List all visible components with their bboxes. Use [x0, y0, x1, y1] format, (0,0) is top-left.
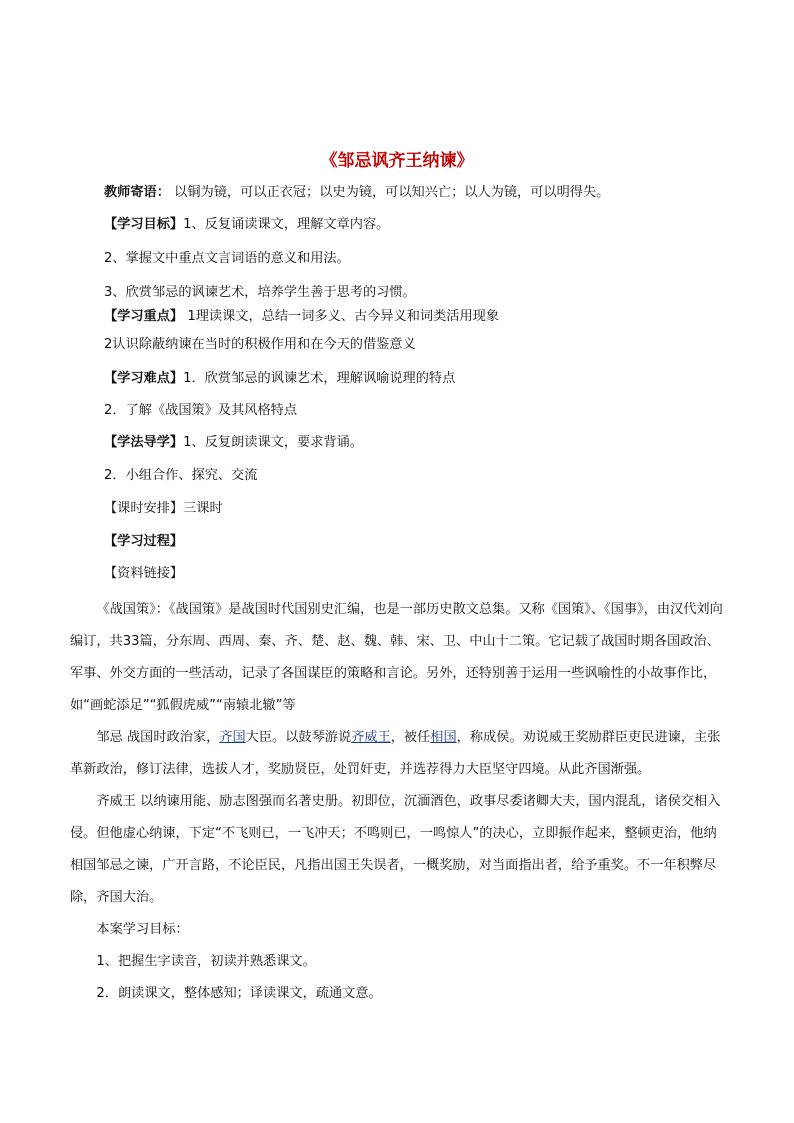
plan-item-1: 1、把握生字读音，初读并熟悉课文。 [96, 954, 316, 969]
zouji-paragraph [70, 722, 726, 786]
focus-label: 【学习重点】 [104, 309, 184, 324]
zouji-text-1: 邹忌 战国时政治家， [96, 730, 220, 745]
qiweiwang-paragraph: 齐威王 以纳谏用能、励志图强而名著史册。初即位，沉湎酒色，政事尽委诸卿大夫，国内混乱，诸侯交相入侵。但他虚心纳谏，下定“不飞则已，一飞冲天；不鸣则已，一鸣惊人”的决心，立即振作起来，整顿吏治，他纳相国邹忌之谏，广开言路，不论臣民，凡指出国王失误者，一概奖励，对当面指出者，给予重奖。不一年积弊尽除，齐国大治。 [70, 794, 721, 905]
teacher-quote-label: 教师寄语： [104, 185, 170, 200]
goals-item-2: 2、掌握文中重点文言词语的意义和用法。 [104, 251, 350, 266]
zouji-text-2: 大臣。以鼓琴游说 [245, 730, 352, 745]
method-item-2: 2．小组合作、探究、交流 [104, 468, 258, 483]
plan-label: 本案学习目标： [96, 922, 189, 937]
schedule-line [104, 500, 223, 518]
method-label: 【学法导学】 [104, 435, 184, 450]
plan-item-2: 2．朗读课文，整体感知；译读课文，疏通文意。 [96, 986, 382, 1001]
goals-item-3: 3、欣赏邹忌的讽谏艺术，培养学生善于思考的习惯。 [104, 285, 416, 300]
goals-label: 【学习目标】 [104, 217, 184, 232]
teacher-quote [104, 184, 609, 202]
zouji-text-4: ，称成侯。劝说威王奖励群臣吏民进谏，主张革新政治，修订法律，选拔人才，奖励贤臣，处罚奸吏，并选荐得力大臣坚守四境。从此齐国渐强。 [70, 730, 721, 777]
schedule-text: 三课时 [183, 501, 223, 516]
difficulty-item-1: 1．欣赏邹忌的讽谏艺术，理解讽喻说理的特点 [183, 371, 456, 386]
difficulty-label: 【学习难点】 [104, 371, 184, 386]
difficulty-item-2: 2．了解《战国策》及其风格特点 [104, 403, 298, 418]
goals-item-1: 1、反复诵读课文，理解文章内容。 [183, 217, 390, 232]
difficulty-line-1 [104, 370, 455, 388]
method-item-1: 1、反复朗读课文，要求背诵。 [183, 435, 363, 450]
goals-line-1 [104, 216, 389, 234]
zouji-text-3: ，被任 [390, 730, 431, 745]
resource-paragraphs [70, 594, 726, 1010]
schedule-label: 【课时安排】 [104, 501, 184, 516]
process-label: 【学习过程】 [104, 534, 184, 549]
focus-item-2: 2认识除蔽纳谏在当时的积极作用和在今天的借鉴意义 [104, 337, 416, 352]
focus-item-1: 1理读课文，总结一词多义、古今异义和词类活用现象 [183, 309, 500, 324]
focus-line-1 [104, 308, 499, 326]
document-title: 《邹忌讽齐王纳谏》 [320, 151, 474, 171]
link-qiweiwang[interactable]: 齐威王 [351, 730, 391, 745]
resource-label: 【资料链接】 [104, 566, 184, 581]
teacher-quote-text: 以铜为镜，可以正衣冠；以史为镜，可以知兴亡；以人为镜，可以明得失。 [169, 185, 610, 200]
zhanguoce-paragraph: 《战国策》：《战国策》是战国时代国别史汇编，也是一部历史散文总集。又称《国策》、《国事》，由汉代刘向编订，共33篇，分东周、西周、秦、齐、楚、赵、魏、韩、宋、卫、中山十二策。它记载了战国时期各国政治、军事、外交方面的一些活动，记录了各国谋臣的策略和言论。另外，还特别善于运用一些讽喻性的小故事作比，如“画蛇添足”“狐假虎威”“南辕北辙”等 [70, 602, 723, 713]
link-xiangguo[interactable]: 相国 [430, 730, 457, 745]
link-qiguo[interactable]: 齐国 [219, 730, 246, 745]
method-line-1 [104, 434, 363, 452]
